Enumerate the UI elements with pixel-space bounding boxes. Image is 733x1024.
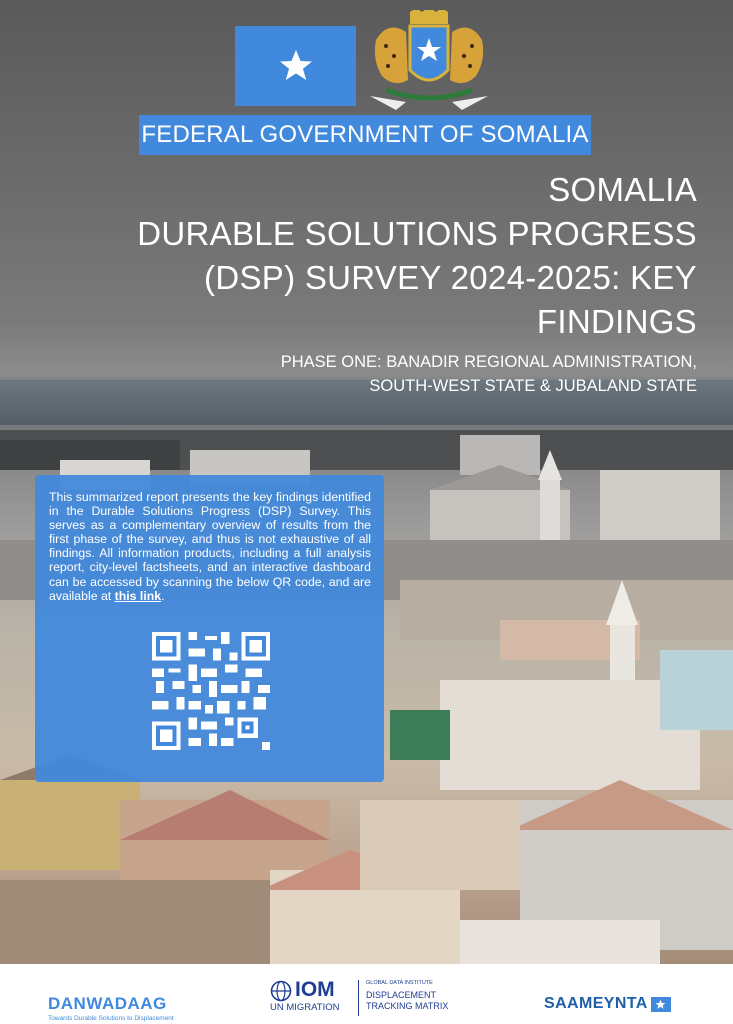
saameynta-name: SAAMEYNTA	[544, 995, 648, 1012]
coat-of-arms-icon	[366, 10, 492, 114]
title-line-country: SOMALIA	[548, 171, 697, 208]
title-line-findings: (DSP) SURVEY 2024-2025: KEY FINDINGS	[204, 259, 697, 340]
dtm-line-2: TRACKING MATRIX	[366, 1001, 449, 1011]
summary-body: This summarized report presents the key findings identified in the Durable Solutions Progress (DSP) Survey. This serves as a complementary overview of results from the first phase of the survey, and thus is not exhaustive of all findings. All information products, including a full analysis report, city-level factsheets, and an interactive dashboard can be accessed by scanning the below QR code, and are available at	[49, 490, 371, 603]
qr-code-icon[interactable]	[152, 632, 270, 750]
subtitle-phase: PHASE ONE: BANADIR REGIONAL ADMINISTRATION,	[280, 353, 697, 371]
government-banner: FEDERAL GOVERNMENT OF SOMALIA	[139, 115, 591, 155]
un-globe-icon	[270, 980, 292, 1002]
summary-text	[49, 490, 371, 603]
danwadaag-tagline: Towards Durable Solutions to Displacement	[48, 1015, 174, 1022]
summary-box	[35, 475, 384, 782]
white-star-icon	[278, 48, 314, 84]
star-flag-icon	[651, 997, 671, 1012]
danwadaag-logo	[48, 994, 178, 1022]
report-link[interactable]: this link	[114, 588, 162, 603]
somalia-flag-icon	[235, 26, 356, 106]
title-line-survey: DURABLE SOLUTIONS PROGRESS	[137, 215, 697, 252]
saameynta-logo	[544, 995, 671, 1013]
danwadaag-name: DANWADAAG	[48, 994, 167, 1013]
dtm-line-1: DISPLACEMENT	[366, 990, 437, 1000]
dtm-institute: GLOBAL DATA INSTITUTE	[366, 980, 433, 986]
subtitle-states: SOUTH-WEST STATE & JUBALAND STATE	[369, 377, 697, 395]
partner-footer	[0, 964, 733, 1024]
dtm-name	[366, 990, 448, 1012]
summary-tail: .	[161, 588, 165, 603]
iom-logo	[270, 978, 470, 1018]
logo-divider	[358, 980, 359, 1016]
iom-name: IOM	[295, 978, 335, 1001]
report-title	[57, 168, 697, 398]
iom-subtitle: UN MIGRATION	[270, 1002, 340, 1013]
